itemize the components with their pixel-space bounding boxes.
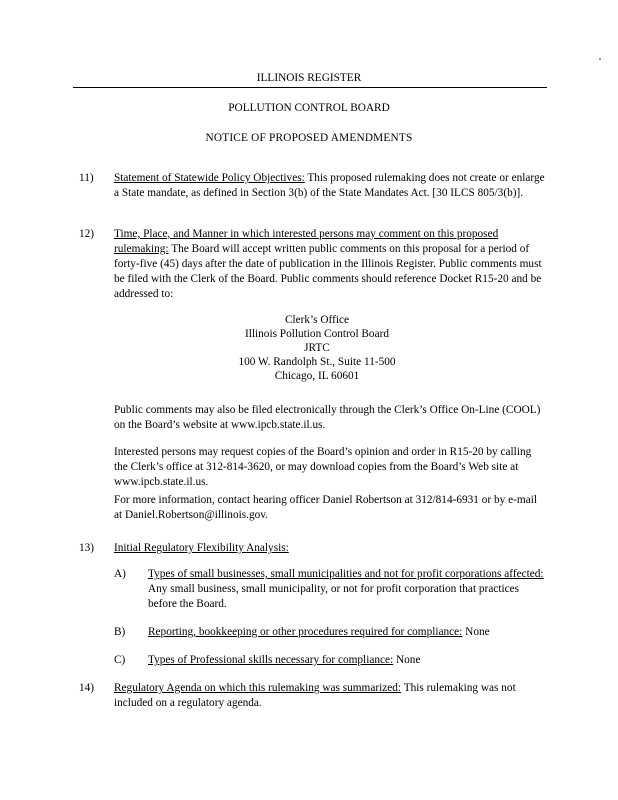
paragraph-copies: Interested persons may request copies of the Board’s opinion and order in R15-20 by calling the Clerk’s office at 312-814-3620, or may download copies from the Board’s Web site at www.ipcb.state.il.us. [114, 446, 532, 488]
address-line-5: Chicago, IL 60601 [274, 370, 360, 382]
subitem-a-letter: A) [114, 568, 126, 580]
notice-title: NOTICE OF PROPOSED AMENDMENTS [205, 132, 413, 144]
item-11-heading: Statement of Statewide Policy Objectives: [114, 172, 305, 184]
item-14-body [114, 681, 546, 711]
item-11-text: This proposed rulemaking does not create or enlarge a State mandate, as defined in Section 3(b) of the State Mandates Act. [30 ILCS 805/3(b)]. [114, 172, 545, 199]
paragraph-contact: For more information, contact hearing officer Daniel Robertson at 312/814-6931 or by e-mail at Daniel.Robertson@illinois.gov. [114, 494, 537, 521]
item-11-number: 11) [79, 172, 94, 184]
subitem-a-text: Any small business, small municipality, or not for profit corporation that practices before the Board. [148, 583, 520, 610]
subitem-c-letter: C) [114, 654, 126, 666]
item-14-heading: Regulatory Agenda on which this rulemaking was summarized: [114, 682, 402, 694]
item-12-number: 12) [79, 228, 95, 240]
subitem-b-heading: Reporting, bookkeeping or other procedures required for compliance: [148, 626, 463, 638]
address-line-1: Clerk’s Office [284, 314, 350, 326]
item-11-body [114, 171, 546, 201]
header-rule [73, 87, 547, 88]
paragraph-electronic-filing: Public comments may also be filed electronically through the Clerk’s Office On-Line (COOL) on the Board’s website at www.ipcb.state.il.us. [114, 404, 541, 431]
item-13-body [114, 541, 546, 556]
subitem-b-body [148, 625, 544, 640]
item-14-number: 14) [79, 682, 95, 694]
register-title: ILLINOIS REGISTER [256, 72, 362, 84]
address-line-3: JRTC [304, 342, 330, 354]
subitem-b-letter: B) [114, 626, 126, 638]
subitem-a-heading: Types of small businesses, small municipalities and not for profit corporations affected: [148, 568, 544, 580]
address-line-4: 100 W. Randolph St., Suite 11-500 [238, 356, 396, 368]
subitem-c-body [148, 653, 544, 668]
item-13-heading: Initial Regulatory Flexibility Analysis: [114, 542, 289, 554]
subitem-a-body [148, 567, 544, 612]
subitem-c-heading: Types of Professional skills necessary for compliance: [148, 654, 394, 666]
item-14-text: This rulemaking was not included on a regulatory agenda. [114, 682, 516, 709]
item-12-text: The Board will accept written public comments on this proposal for a period of forty-five (45) days after the date of publication in the Illinois Register. Public comments must be filed with the Clerk of the Board. Public comments should reference Docket R15-20 and be addressed to: [114, 243, 542, 300]
address-line-2: Illinois Pollution Control Board [244, 328, 390, 340]
subitem-c-text: None [396, 654, 421, 666]
item-12-heading: Time, Place, and Manner in which interested persons may comment on this proposed rulemaking: [114, 228, 499, 255]
item-13-number: 13) [79, 542, 95, 554]
board-title: POLLUTION CONTROL BOARD [228, 102, 390, 114]
subitem-b-text: None [465, 626, 490, 638]
item-12-body [114, 227, 546, 302]
scan-speck [599, 58, 601, 60]
